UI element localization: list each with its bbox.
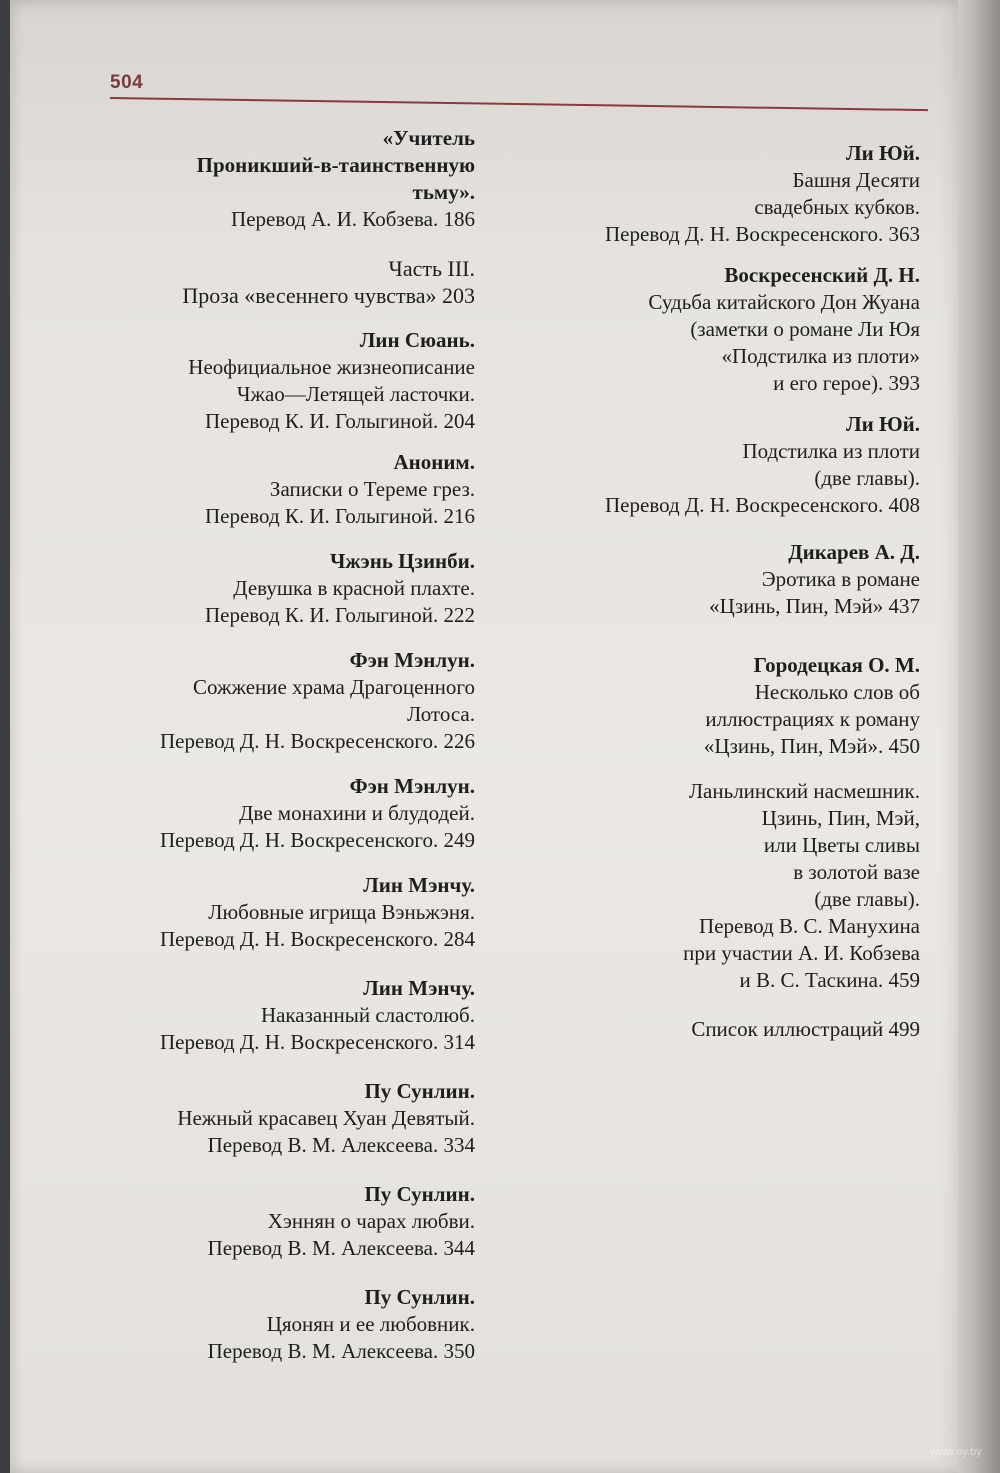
toc-right-column [520, 140, 920, 1043]
entry-gap [80, 953, 475, 975]
toc-entry-line: Несколько слов об [754, 680, 920, 704]
entry-gap [80, 530, 475, 548]
toc-entry-author: Городецкая О. М. [753, 653, 920, 677]
toc-entry-author: Пу Сунлин. [364, 1182, 475, 1206]
toc-entry-line: Сожжение храма Драгоценного [193, 675, 475, 699]
entry-gap [80, 309, 475, 327]
toc-entry-line: Неофициальное жизнеописание [188, 355, 475, 379]
entry-gap [520, 248, 920, 262]
toc-entry-line: Перевод Д. Н. Воскресенского. 314 [160, 1030, 475, 1054]
toc-entry-author: Дикарев А. Д. [788, 540, 920, 564]
toc-entry-line: Перевод К. И. Голыгиной. 222 [204, 603, 475, 627]
toc-entry [80, 872, 475, 953]
toc-entry [80, 1181, 475, 1262]
toc-entry-line: Ланьлинский насмешник. [688, 779, 920, 803]
toc-entry [80, 255, 475, 309]
toc-entry-author: Лин Мэнчу. [363, 873, 475, 897]
toc-entry [80, 327, 475, 435]
toc-entry [520, 411, 920, 519]
toc-entry-line: Перевод Д. Н. Воскресенского. 408 [605, 493, 920, 517]
toc-entry-author: Пу Сунлин. [364, 1285, 475, 1309]
toc-entry-author: Лин Сюань. [359, 328, 475, 352]
toc-entry-line: Хэннян о чарах любви. [267, 1209, 475, 1233]
toc-entry-line: Перевод А. И. Кобзева. 186 [231, 207, 475, 231]
toc-entry-line: Перевод Д. Н. Воскресенского. 363 [605, 222, 920, 246]
toc-entry-line: Цяонян и ее любовник. [266, 1312, 475, 1336]
toc-entry-line: Подстилка из плоти [742, 439, 920, 463]
toc-entry-line: Перевод В. М. Алексеева. 334 [207, 1133, 475, 1157]
toc-entry-line: Перевод В. М. Алексеева. 350 [207, 1339, 475, 1363]
entry-gap [80, 1262, 475, 1284]
toc-entry-line: «Цзинь, Пин, Мэй» 437 [709, 594, 920, 618]
toc-entry-line: «Подстилка из плоти» [721, 344, 920, 368]
toc-entry [80, 548, 475, 629]
toc-entry-line: Перевод В. С. Манухина [699, 914, 920, 938]
toc-entry-line: (две главы). [814, 887, 920, 911]
toc-entry [80, 1284, 475, 1365]
toc-entry-line: Перевод Д. Н. Воскресенского. 284 [160, 927, 475, 951]
toc-entry-line: Цзинь, Пин, Мэй, [761, 806, 920, 830]
toc-entry-line: Перевод К. И. Голыгиной. 216 [204, 504, 475, 528]
toc-entry-author: Аноним. [393, 450, 475, 474]
entry-gap [80, 854, 475, 872]
toc-entry-line: в золотой вазе [793, 860, 920, 884]
entry-gap [80, 1159, 475, 1181]
toc-entry-author: Ли Юй. [846, 412, 920, 436]
header-rule [110, 97, 928, 111]
toc-entry-author: Фэн Мэнлун. [349, 648, 475, 672]
toc-entry-line: Записки о Тереме грез. [269, 477, 475, 501]
toc-entry-author: «Учитель [382, 126, 475, 150]
toc-entry-line: Девушка в красной плахте. [233, 576, 475, 600]
toc-entry-line: Перевод В. М. Алексеева. 344 [207, 1236, 475, 1260]
toc-entry-line: и В. С. Таскина. 459 [739, 968, 920, 992]
toc-entry-line: иллюстрациях к роману [705, 707, 920, 731]
toc-entry-author: Пу Сунлин. [364, 1079, 475, 1103]
toc-entry-line: (две главы). [814, 466, 920, 490]
entry-gap [80, 435, 475, 449]
toc-entry-line: Часть III. [388, 256, 475, 281]
toc-entry-line: Чжао—Летящей ласточки. [236, 382, 475, 406]
toc-entry [80, 125, 475, 233]
toc-entry-line: Лотоса. [406, 702, 475, 726]
toc-entry-author: Чжэнь Цзинби. [330, 549, 475, 573]
entry-gap [520, 519, 920, 539]
toc-entry-line: Эротика в романе [761, 567, 920, 591]
toc-entry-line: (заметки о романе Ли Юя [690, 317, 920, 341]
toc-entry-author: Воскресенский Д. Н. [724, 263, 920, 287]
toc-entry-line: Перевод К. И. Голыгиной. 204 [204, 409, 475, 433]
toc-entry [520, 539, 920, 620]
toc-entry-line: Проза «весеннего чувства» 203 [182, 283, 475, 308]
watermark: www.ay.by [930, 1446, 982, 1458]
toc-entry [80, 647, 475, 755]
toc-entry [520, 1016, 920, 1043]
toc-entry-line: Нежный красавец Хуан Девятый. [177, 1106, 475, 1130]
toc-entry [80, 975, 475, 1056]
toc-entry [80, 449, 475, 530]
toc-entry-author: тьму». [412, 180, 475, 204]
toc-entry [520, 140, 920, 248]
toc-entry-author: Проникший-в-таинственную [196, 153, 475, 177]
toc-entry-line: Любовные игрища Вэньжэня. [208, 900, 475, 924]
entry-gap [80, 1056, 475, 1078]
toc-entry-line: свадебных кубков. [754, 195, 920, 219]
toc-entry-line: Две монахини и блудодей. [239, 801, 475, 825]
toc-entry-line: или Цветы сливы [763, 833, 920, 857]
toc-entry [520, 778, 920, 994]
toc-entry-line: и его герое). 393 [773, 371, 920, 395]
toc-entry [520, 652, 920, 760]
entry-gap [520, 760, 920, 778]
toc-entry-line: при участии А. И. Кобзева [683, 941, 920, 965]
entry-gap [520, 994, 920, 1016]
toc-entry-line: Перевод Д. Н. Воскресенского. 249 [160, 828, 475, 852]
entry-gap [520, 620, 920, 652]
toc-entry-line: Наказанный сластолюб. [260, 1003, 475, 1027]
toc-entry-line: Башня Десяти [792, 168, 920, 192]
toc-entry [80, 1078, 475, 1159]
toc-entry-author: Фэн Мэнлун. [349, 774, 475, 798]
toc-entry-author: Ли Юй. [846, 141, 920, 165]
toc-entry [80, 773, 475, 854]
toc-entry-line: Перевод Д. Н. Воскресенского. 226 [160, 729, 475, 753]
entry-gap [80, 629, 475, 647]
entry-gap [520, 397, 920, 411]
toc-entry-line: Судьба китайского Дон Жуана [648, 290, 920, 314]
page-number: 504 [110, 72, 144, 93]
toc-entry-line: Список иллюстраций 499 [691, 1017, 920, 1041]
page-edge-stack [958, 0, 1000, 1473]
toc-entry-author: Лин Мэнчу. [363, 976, 475, 1000]
toc-left-column [80, 125, 475, 1365]
entry-gap [80, 233, 475, 255]
toc-entry [520, 262, 920, 397]
toc-entry-line: «Цзинь, Пин, Мэй». 450 [703, 734, 920, 758]
entry-gap [80, 755, 475, 773]
